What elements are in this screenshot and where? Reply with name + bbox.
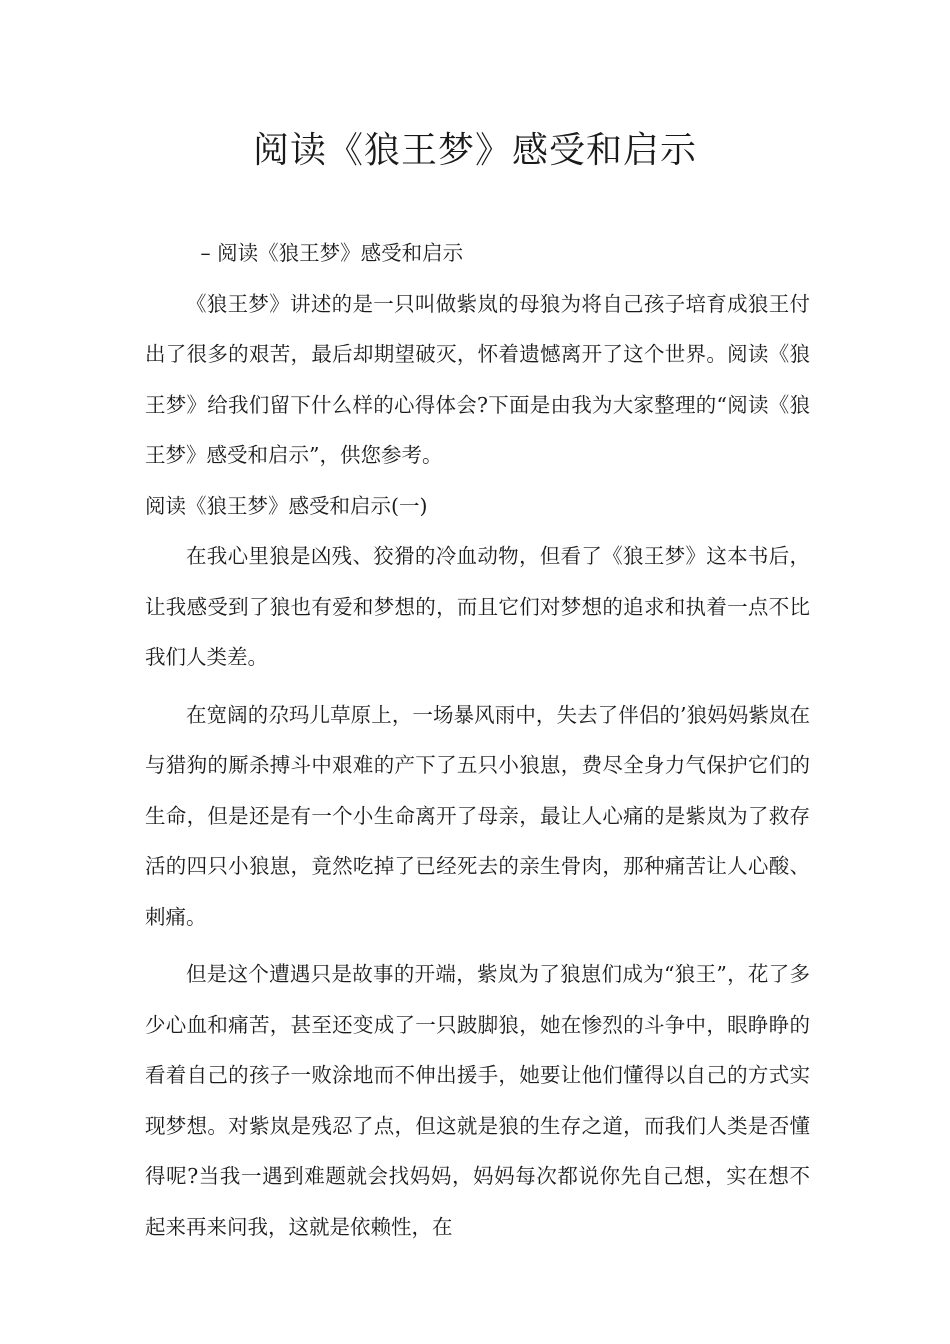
- body-paragraph: 但是这个遭遇只是故事的开端，紫岚为了狼崽们成为“狼王”，花了多少心血和痛苦，甚至还变成了一只跛脚狼，她在惨烈的斗争中，眼睁睁的看着自己的孩子一败涂地而不伸出援手，她要让他们懂得以自己的方式实现梦想。对紫岚是残忍了点，但这就是狼的生存之道，而我们人类是否懂得呢?当我一遇到难题就会找妈妈，妈妈每次都说你先自己想，实在想不起来再来问我，这就是依赖性，在: [145, 962, 810, 1239]
- document-title: 阅读《狼王梦》感受和启示: [252, 130, 697, 171]
- document-body: [145, 228, 810, 1252]
- section-heading: 阅读《狼王梦》感受和启示(一): [145, 493, 428, 518]
- subtitle-line: – 阅读《狼王梦》感受和启示: [200, 241, 464, 265]
- body-paragraph: 在我心里狼是凶残、狡猾的冷血动物，但看了《狼王梦》这本书后，让我感受到了狼也有爱和梦想的，而且它们对梦想的追求和执着一点不比我们人类差。: [145, 544, 810, 669]
- body-paragraph: 在宽阔的尕玛儿草原上，一场暴风雨中，失去了伴侣的’狼妈妈紫岚在与猎狗的厮杀搏斗中艰难的产下了五只小狼崽，费尽全身力气保护它们的生命，但是还是有一个小生命离开了母亲，最让人心痛的是紫岚为了救存活的四只小狼崽，竟然吃掉了已经死去的亲生骨肉，那种痛苦让人心酸、刺痛。: [145, 702, 810, 929]
- intro-paragraph: 《狼王梦》讲述的是一只叫做紫岚的母狼为将自己孩子培育成狼王付出了很多的艰苦，最后却期望破灭，怀着遗憾离开了这个世界。阅读《狼王梦》给我们留下什么样的心得体会?下面是由我为大家整理的“阅读《狼王梦》感受和启示”，供您参考。: [145, 291, 810, 467]
